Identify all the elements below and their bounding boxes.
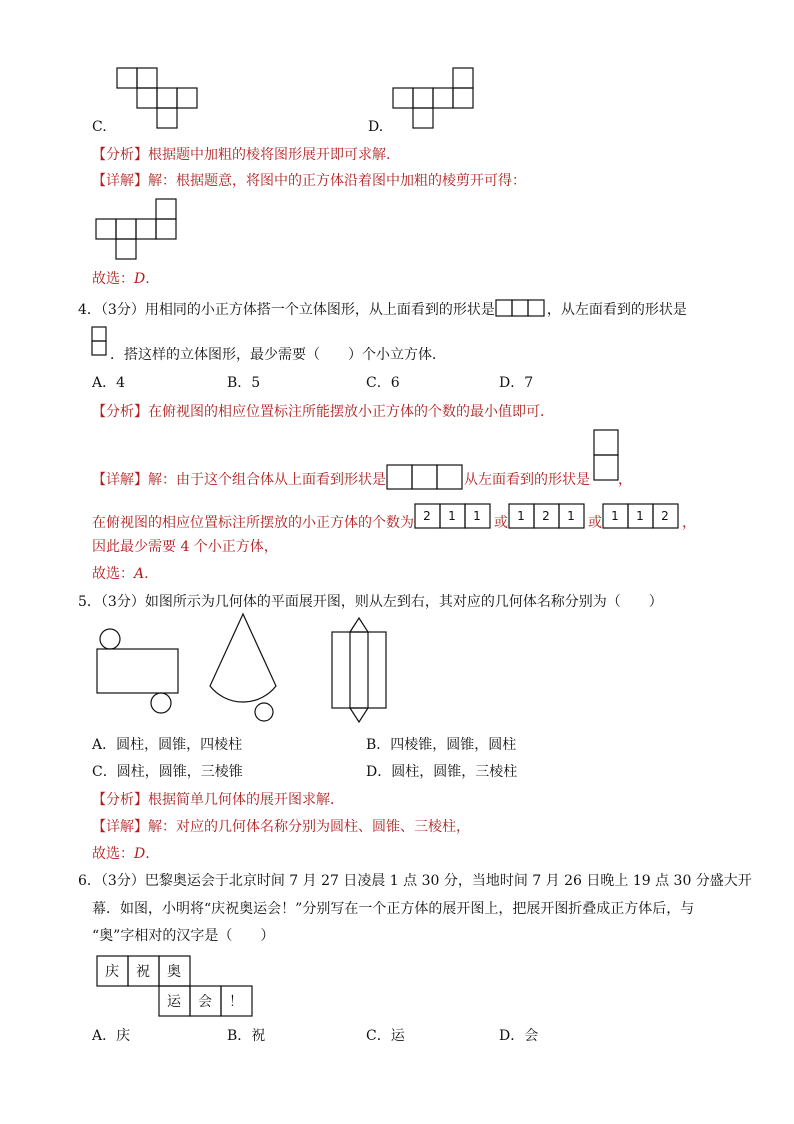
svg-text:2: 2 [542, 509, 550, 523]
q4-analysis: 【分析】在俯视图的相应位置标注所能摆放小正方体的个数的最小值即可． [92, 404, 554, 420]
q4-answer: 故选：A. [92, 566, 149, 582]
q4-detail-line2: 在俯视图的相应位置标注所摆放的小正方体的个数为 2 1 1 或 1 2 1 或 1 1 2 ， [92, 507, 696, 539]
svg-text:1: 1 [517, 509, 525, 523]
q3-analysis: 【分析】根据题中加粗的棱将图形展开即可求解. [92, 147, 391, 163]
svg-text:2: 2 [661, 509, 669, 523]
q6-option-a: A．庆 [92, 1028, 131, 1044]
option-c-label: C. [92, 119, 107, 135]
svg-text:祝: 祝 [136, 964, 150, 980]
svg-text:1: 1 [611, 509, 619, 523]
q6-stem-line2: 幕．如图，小明将“庆祝奥运会！”分别写在一个正方体的展开图上，把展开图折叠成正方体后，与 [92, 901, 695, 917]
option-d-label: D. [368, 119, 384, 135]
q5-analysis: 【分析】根据简单几何体的展开图求解． [92, 792, 344, 808]
left-view-figure [92, 327, 108, 359]
word-cube-net [96, 955, 256, 1019]
q5-option-b: B．四棱锥，圆锥，圆柱 [366, 737, 517, 753]
svg-text:运: 运 [167, 994, 181, 1010]
q4-option-d: D．7 [499, 375, 534, 391]
prism-net-figure [330, 616, 390, 728]
q6-stem-line3: “奥”字相对的汉字是（ ） [92, 928, 275, 944]
q5-detail: 【详解】解：对应的几何体名称分别为圆柱、圆锥、三棱柱， [92, 819, 470, 835]
q5-option-d: D．圆柱，圆锥，三棱柱 [366, 764, 518, 780]
q5-option-c: C．圆柱，圆锥，三棱锥 [92, 764, 243, 780]
count-grid-1 [414, 503, 494, 535]
q4-conclusion: 因此最少需要 4 个小正方体， [92, 539, 278, 555]
q4-option-a: A．4 [92, 375, 126, 391]
top-view-figure [495, 299, 547, 317]
q6-option-c: C．运 [366, 1028, 405, 1044]
cone-net-figure [208, 612, 308, 724]
svg-text:1: 1 [567, 509, 575, 523]
svg-text:1: 1 [473, 509, 481, 523]
q3-answer: 故选：D. [92, 271, 150, 287]
q5-option-a: A．圆柱，圆锥，四棱柱 [92, 737, 243, 753]
svg-text:1: 1 [636, 509, 644, 523]
q4-detail-line1: 【详解】解：由于这个组合体从上面看到形状是 从左面看到的形状是 ， [92, 467, 632, 493]
cylinder-net-figure [96, 628, 180, 714]
count-grid-2 [508, 503, 588, 535]
q6-stem-line1: 6．（3分）巴黎奥运会于北京时间 7 月 27 日凌晨 1 点 30 分，当地时间 7 月 26 日晚上 19 点 30 分盛大开 [78, 873, 752, 889]
svg-text:2: 2 [423, 509, 431, 523]
q3-detail: 【详解】解：根据题意，将图中的正方体沿着图中加粗的棱剪开可得： [92, 173, 526, 189]
svg-text:1: 1 [448, 509, 456, 523]
q4-stem-line1: 4．（3分）用相同的小正方体搭一个立体图形，从上面看到的形状是 ，从左面看到的形状是 [78, 300, 687, 320]
svg-text:！: ！ [229, 994, 243, 1010]
net-figure-c [117, 68, 217, 130]
count-grid-3 [602, 503, 682, 535]
q5-stem: 5．（3分）如图所示为几何体的平面展开图，则从左到右，其对应的几何体名称分别为（ ） [78, 594, 663, 610]
svg-text:会: 会 [198, 994, 212, 1010]
q5-answer: 故选：D. [92, 846, 150, 862]
svg-text:庆: 庆 [105, 964, 119, 980]
detail-top-view-figure [386, 464, 464, 490]
q6-option-b: B．祝 [227, 1028, 266, 1044]
q4-option-b: B．5 [227, 375, 261, 391]
q4-option-c: C．6 [366, 375, 400, 391]
q6-option-d: D．会 [499, 1028, 539, 1044]
q4-stem-line2: ．搭这样的立体图形，最少需要（ ）个小立方体． [110, 347, 446, 363]
svg-text:奥: 奥 [167, 964, 181, 980]
net-figure-d [393, 68, 493, 130]
q3-answer-net [96, 199, 178, 261]
